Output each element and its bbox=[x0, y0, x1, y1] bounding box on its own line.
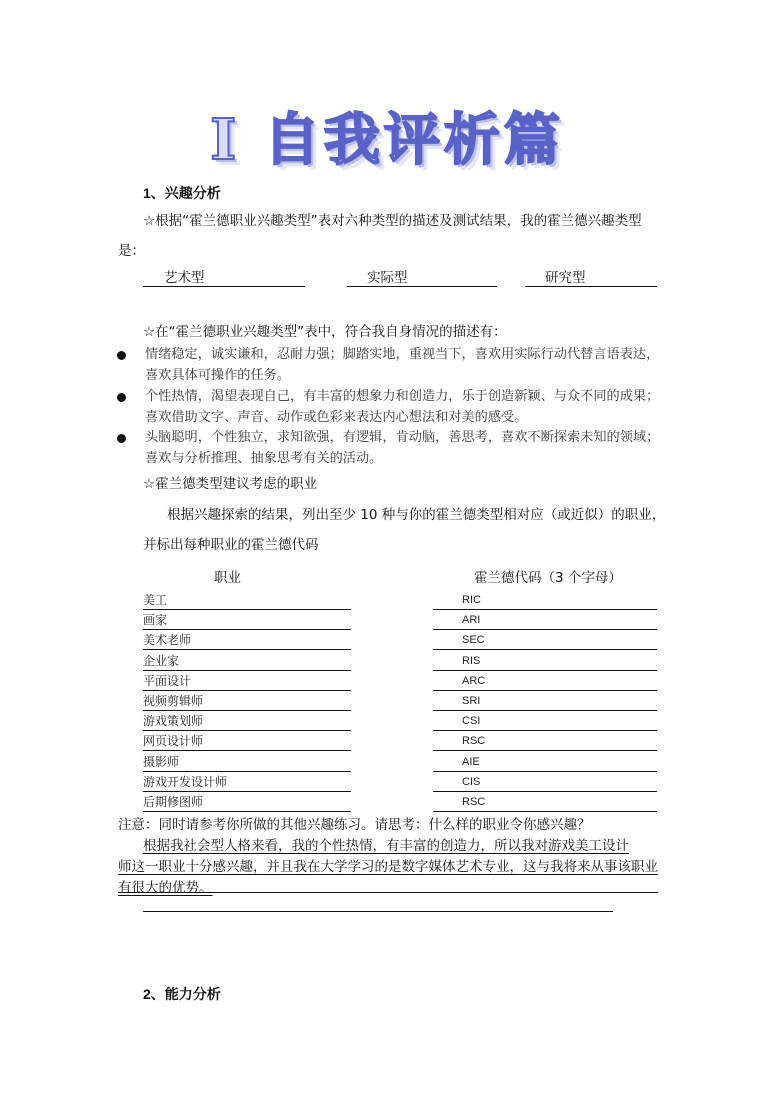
job-row bbox=[143, 631, 351, 650]
section-heading-interest: 1、兴趣分析 bbox=[143, 185, 221, 201]
bullet-icon bbox=[117, 434, 126, 443]
job-row bbox=[143, 692, 351, 711]
job-row bbox=[143, 652, 351, 671]
bullet-item-1: 情绪稳定，诚实谦和，忍耐力强；脚踏实地，重视当下，喜欢用实际行动代替言语表达， 喜欢具体可操作的任务。 bbox=[145, 347, 660, 383]
job-name: 美术老师 bbox=[143, 633, 192, 647]
career-intro-line1: 根据兴趣探索的结果，列出至少 10 种与你的霍兰德类型相对应（或近似）的职业， bbox=[167, 507, 666, 523]
holland-code-row bbox=[433, 773, 657, 792]
job-name: 企业家 bbox=[143, 654, 180, 668]
holland-code: CSI bbox=[462, 715, 481, 727]
holland-type-1: 艺术型 bbox=[143, 266, 305, 287]
column-header-job: 职业 bbox=[214, 570, 241, 586]
holland-code-row bbox=[433, 591, 657, 610]
job-row bbox=[143, 672, 351, 691]
section-heading-ability: 2、能力分析 bbox=[143, 986, 221, 1002]
job-name: 美工 bbox=[143, 593, 168, 607]
bullet-item-2: 个性热情，渴望表现自己，有丰富的想象力和创造力，乐于创造新颖、与众不同的成果； 喜欢借助文字、声音、动作或色彩来表达内心想法和对美的感受。 bbox=[145, 389, 660, 425]
page-title: Ⅰ 自我评析篇 bbox=[210, 107, 564, 173]
job-name: 视频剪辑师 bbox=[143, 694, 204, 708]
answer-blank-line bbox=[143, 911, 613, 912]
holland-code-row bbox=[433, 692, 657, 711]
bullet-item-3: 头脑聪明，个性独立，求知欲强，有逻辑，肯动脑，善思考，喜欢不断探索未知的领域； 喜欢与分析推理、抽象思考有关的活动。 bbox=[145, 430, 660, 466]
job-row bbox=[143, 712, 351, 731]
answer-paragraph: 根据我社会型人格来看，我的个性热情，有丰富的创造力，所以我对游戏美工设计 师这一职业十分感兴趣，并且我在大学学习的是数字媒体艺术专业，这与我将来从事该职业 有很大的优势。 bbox=[118, 838, 658, 896]
job-name: 网页设计师 bbox=[143, 734, 204, 748]
description-intro: ☆在“霍兰德职业兴趣类型”表中，符合我自身情况的描述有： bbox=[143, 324, 507, 340]
holland-code-row bbox=[433, 793, 657, 812]
job-name: 平面设计 bbox=[143, 674, 192, 688]
holland-type-2: 实际型 bbox=[347, 266, 497, 287]
holland-code-row bbox=[433, 652, 657, 671]
job-row bbox=[143, 732, 351, 751]
interest-intro-line1: ☆根据“霍兰德职业兴趣类型”表对六种类型的描述及测试结果，我的霍兰德兴趣类型 bbox=[143, 213, 642, 229]
holland-code: RIC bbox=[462, 594, 481, 606]
holland-code-row bbox=[433, 631, 657, 650]
job-row bbox=[143, 611, 351, 630]
holland-code-row bbox=[433, 753, 657, 772]
job-name: 画家 bbox=[143, 613, 168, 627]
holland-code: RIS bbox=[462, 655, 481, 667]
holland-code-row bbox=[433, 712, 657, 731]
job-row bbox=[143, 773, 351, 792]
career-intro-line2: 并标出每种职业的霍兰德代码 bbox=[143, 537, 319, 553]
holland-code-row bbox=[433, 732, 657, 751]
job-name: 游戏开发设计师 bbox=[143, 775, 228, 789]
interest-intro-line2: 是： bbox=[118, 243, 145, 259]
job-row bbox=[143, 591, 351, 610]
holland-code: SEC bbox=[462, 634, 485, 646]
career-heading: ☆霍兰德类型建议考虑的职业 bbox=[143, 476, 318, 492]
job-name: 游戏策划师 bbox=[143, 714, 204, 728]
bullet-icon bbox=[117, 351, 126, 360]
holland-code: ARC bbox=[462, 675, 486, 687]
note-text: 注意：同时请参考你所做的其他兴趣练习。请思考：什么样的职业令你感兴趣？ bbox=[118, 817, 591, 833]
holland-code-row bbox=[433, 672, 657, 691]
answer-underline bbox=[118, 892, 658, 893]
job-name: 摄影师 bbox=[143, 755, 180, 769]
job-name: 后期修图师 bbox=[143, 795, 204, 809]
holland-code: SRI bbox=[462, 695, 481, 707]
job-row bbox=[143, 793, 351, 812]
bullet-icon bbox=[117, 393, 126, 402]
holland-code: RSC bbox=[462, 796, 486, 808]
holland-code: RSC bbox=[462, 735, 486, 747]
holland-code: AIE bbox=[462, 756, 480, 768]
column-header-code: 霍兰德代码（3 个字母） bbox=[474, 570, 622, 586]
holland-code: CIS bbox=[462, 776, 481, 788]
holland-code: ARI bbox=[462, 614, 481, 626]
holland-code-row bbox=[433, 611, 657, 630]
holland-type-3: 研究型 bbox=[525, 266, 657, 287]
job-row bbox=[143, 753, 351, 772]
